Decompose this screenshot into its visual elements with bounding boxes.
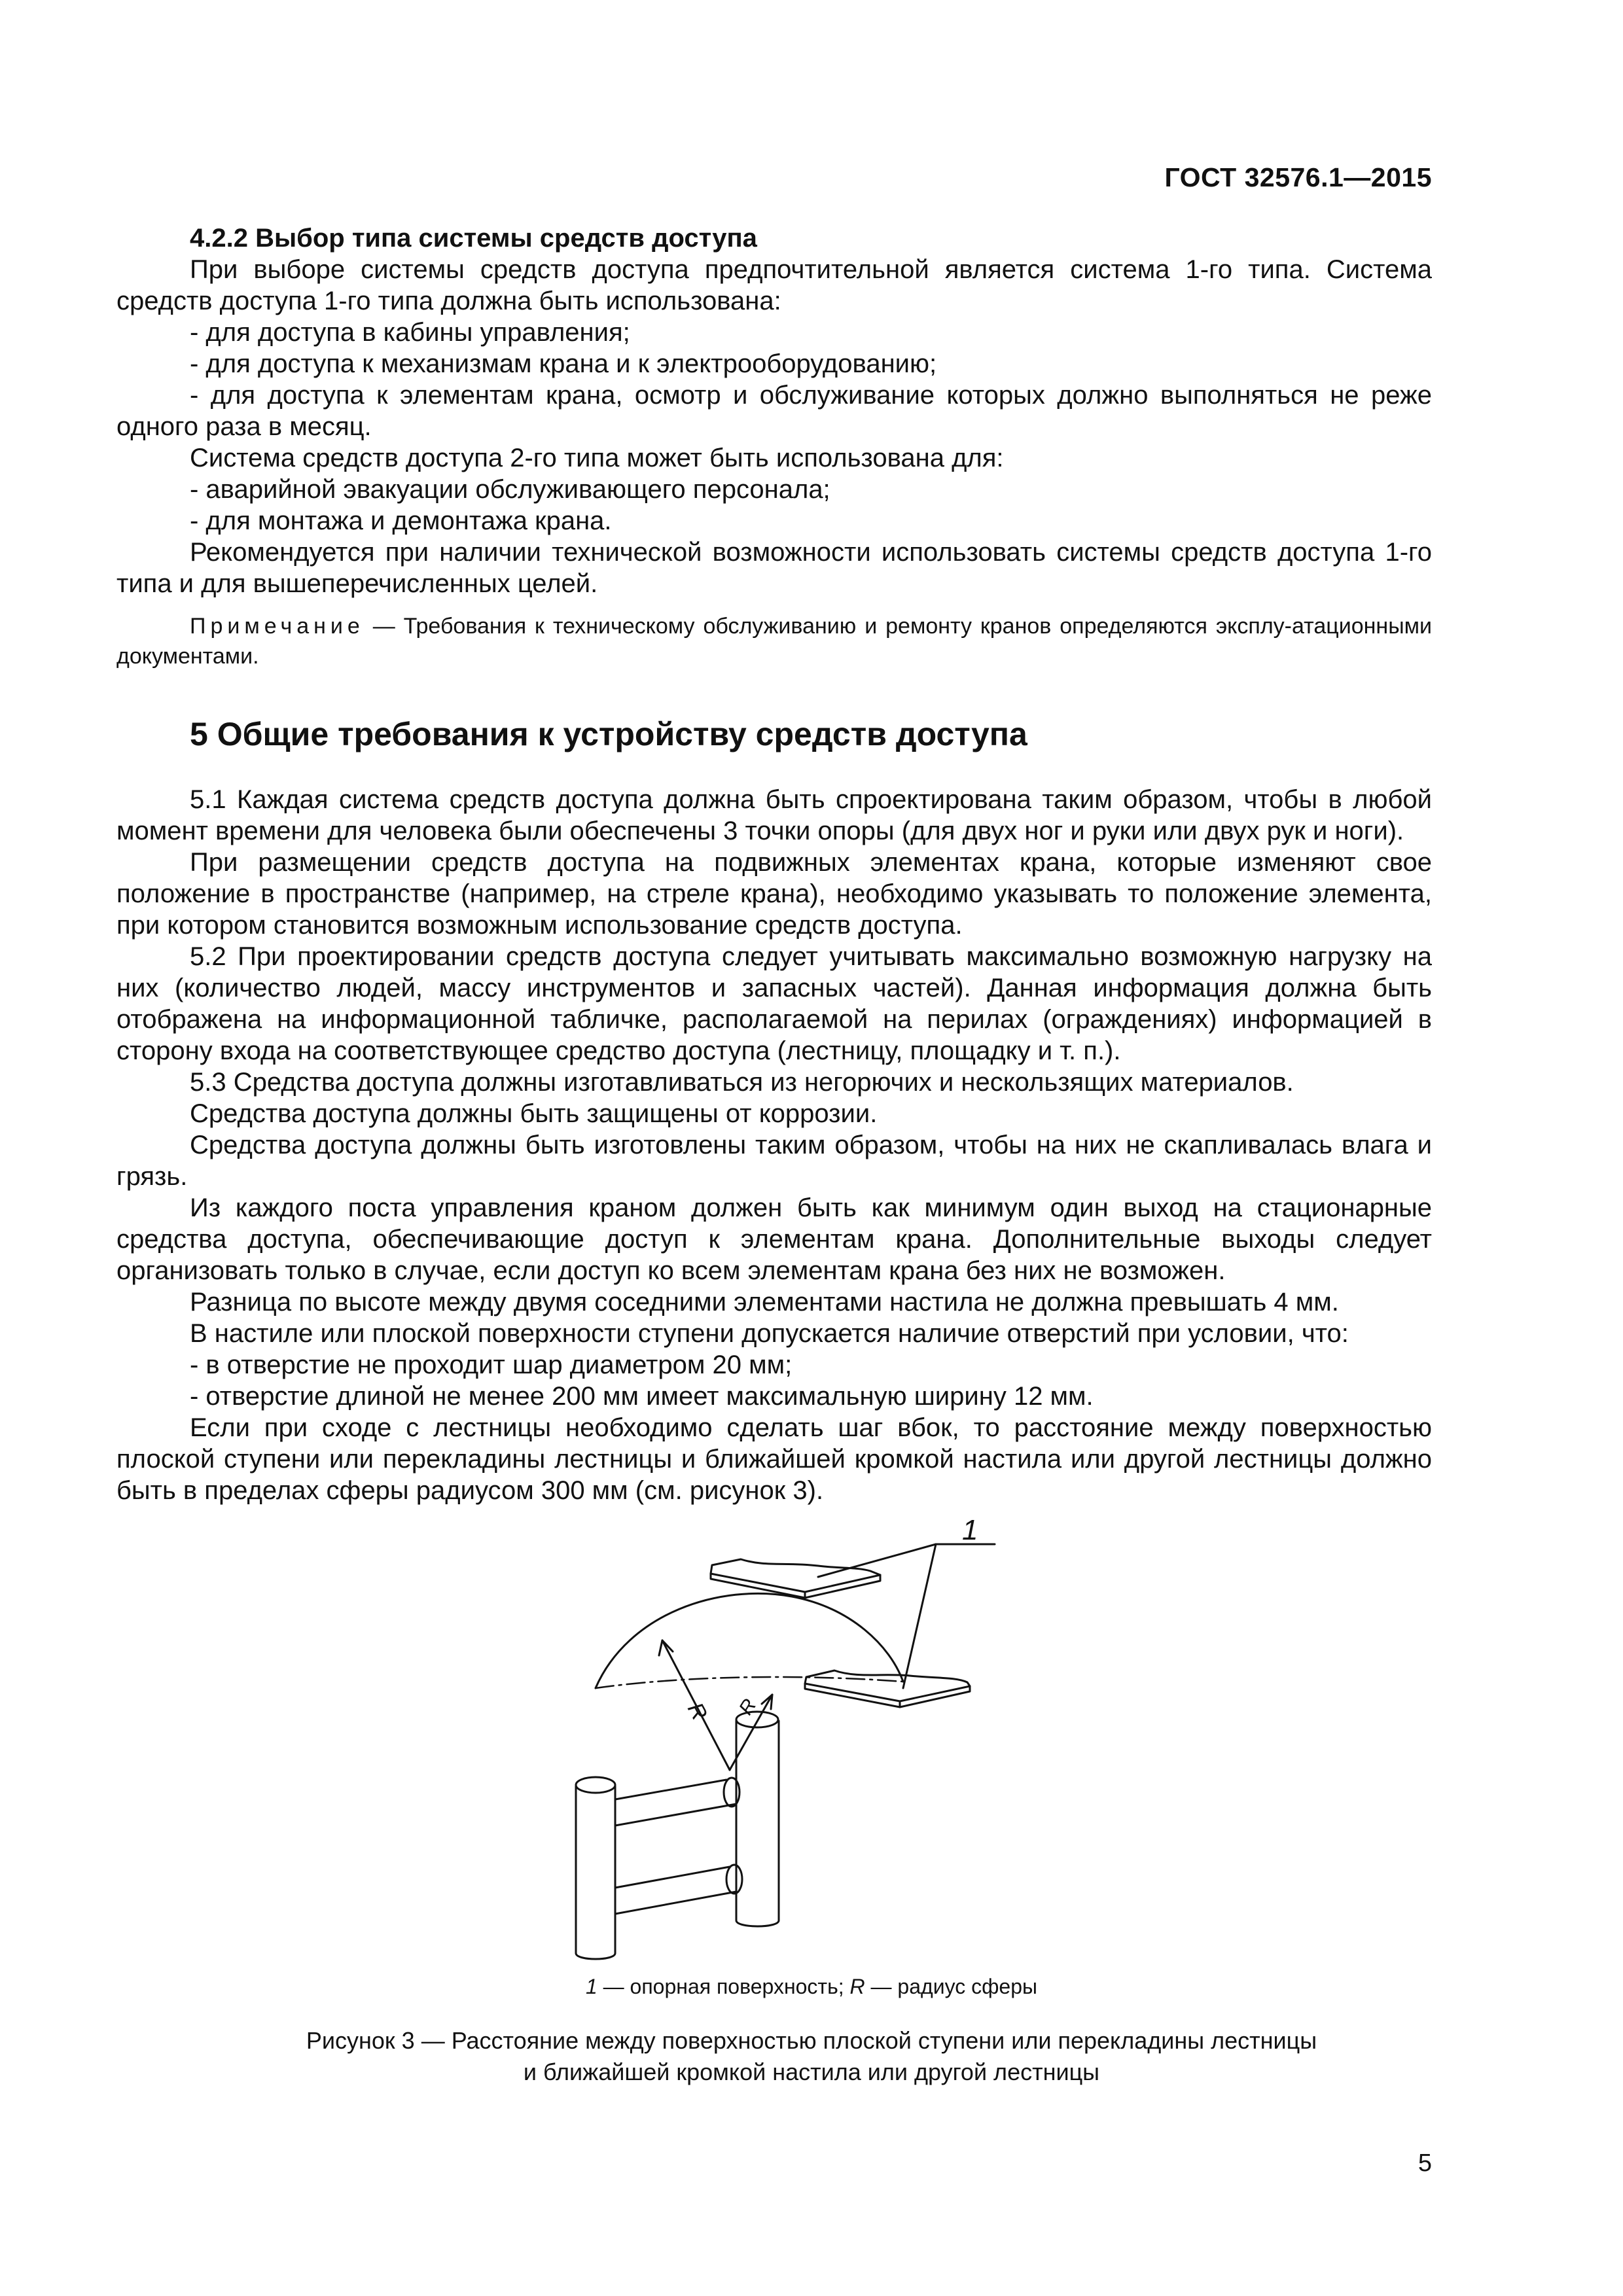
document-code: ГОСТ 32576.1—2015 — [1164, 162, 1432, 192]
paragraph: Система средств доступа 2-го типа может быть использована для: — [190, 444, 1004, 472]
list-item: - для доступа в кабины управления; — [190, 318, 630, 347]
paragraph: Средства доступа должны быть изготовлены таким образом, чтобы на них не скапливалась влага и грязь. — [116, 1131, 1432, 1191]
paragraph: Рекомендуется при наличии технической возможности использовать системы средств доступа 1-го типа и для вышеперечисленных целей. — [116, 538, 1432, 598]
paragraph: Из каждого поста управления краном должен быть как минимум один выход на стационарные средства доступа, обеспечивающие доступ к элементам крана. Дополнительные выходы следует организовать только в случае, если доступ ко всем элементам крана без них не возможен. — [116, 1193, 1432, 1285]
list-item: - для монтажа и демонтажа крана. — [190, 506, 612, 535]
ladder-rung-lower — [615, 1867, 736, 1914]
callout-1-label: 1 — [962, 1514, 978, 1546]
caption-line-2: и ближайшей кромкой настила или другой лестницы — [523, 2058, 1100, 2085]
paragraph: 5.3 Средства доступа должны изготавливаться из негорючих и нескользящих материалов. — [190, 1068, 1294, 1097]
r-label-short: R — [734, 1695, 761, 1719]
note-text: — Требования к техническому обслуживанию и ремонту кранов определяются эксплу-атационными документами. — [116, 614, 1432, 669]
subsection-title-4-2-2: 4.2.2 Выбор типа системы средств доступа — [190, 224, 757, 253]
legend-text-r: — радиус сферы — [865, 1975, 1038, 1998]
paragraph: 5.1 Каждая система средств доступа должна быть спроектирована таким образом, чтобы в любой момент времени для человека были обеспечены 3 точки опоры (для двух ног и руки или двух рук и ноги). — [116, 785, 1432, 845]
page-number: 5 — [1418, 2149, 1432, 2177]
figure-3-drawing — [569, 1514, 978, 1960]
note — [116, 611, 1432, 671]
ladder-rung-upper — [615, 1780, 736, 1826]
paragraph: Разница по высоте между двумя соседними элементами настила не должна превышать 4 мм. — [190, 1288, 1339, 1316]
r-label-long: R — [682, 1698, 713, 1725]
list-item: - для доступа к элементам крана, осмотр и обслуживание которых должно выполняться не реже одного раза в месяц. — [116, 381, 1432, 441]
paragraph: В настиле или плоской поверхности ступени допускается наличие отверстий при условии, что: — [190, 1319, 1349, 1348]
section-title-5: 5 Общие требования к устройству средств доступа — [190, 716, 1027, 752]
list-item: - в отверстие не проходит шар диаметром 20 мм; — [190, 1351, 793, 1379]
paragraph: При выборе системы средств доступа предпочтительной является система 1-го типа. Система средств доступа 1-го типа должна быть использована: — [116, 255, 1432, 315]
paragraph: Средства доступа должны быть защищены от коррозии. — [190, 1099, 878, 1128]
ladder-right-rail — [736, 1721, 779, 1926]
paragraph: При размещении средств доступа на подвижных элементах крана, которые изменяют свое положение в пространстве (например, на стреле крана), необходимо указывать то положение элемента, при котором становится возможным использование средств доступа. — [116, 848, 1432, 940]
ladder-left-rail — [576, 1786, 615, 1959]
legend-key-r: R — [849, 1975, 865, 1998]
paragraph: 5.2 При проектировании средств доступа следует учитывать максимально возможную нагрузку на них (количество людей, массу инструментов и запасных частей). Данная информация должна быть отображена на информационной табличке, располагаемой на перилах (ограждениях) информацией в сторону входа на соответствующее средство доступа (лестницу, площадку и т. п.). — [116, 942, 1432, 1065]
main-text — [116, 222, 1432, 1506]
caption-line-1: Рисунок 3 — Расстояние между поверхностью плоской ступени или перекладины лестницы — [306, 2027, 1317, 2054]
sphere-base-line — [596, 1677, 903, 1688]
paragraph: Если при сходе с лестницы необходимо сделать шаг вбок, то расстояние между поверхностью плоской ступени или перекладины лестницы и ближайшей кромкой настила или другой лестницы должно быть в пределах сферы радиусом 300 мм (см. рисунок 3). — [116, 1413, 1432, 1505]
figure-legend — [0, 1975, 1623, 1999]
note-label: Примечание — [190, 614, 365, 639]
legend-text-1: — опорная поверхность; — [597, 1975, 850, 1998]
list-item: - для доступа к механизмам крана и к электрооборудованию; — [190, 349, 937, 378]
list-item: - отверстие длиной не менее 200 мм имеет максимальную ширину 12 мм. — [190, 1382, 1094, 1411]
list-item: - аварийной эвакуации обслуживающего персонала; — [190, 475, 830, 504]
figure-caption — [0, 2025, 1623, 2088]
legend-key-1: 1 — [585, 1975, 597, 1998]
